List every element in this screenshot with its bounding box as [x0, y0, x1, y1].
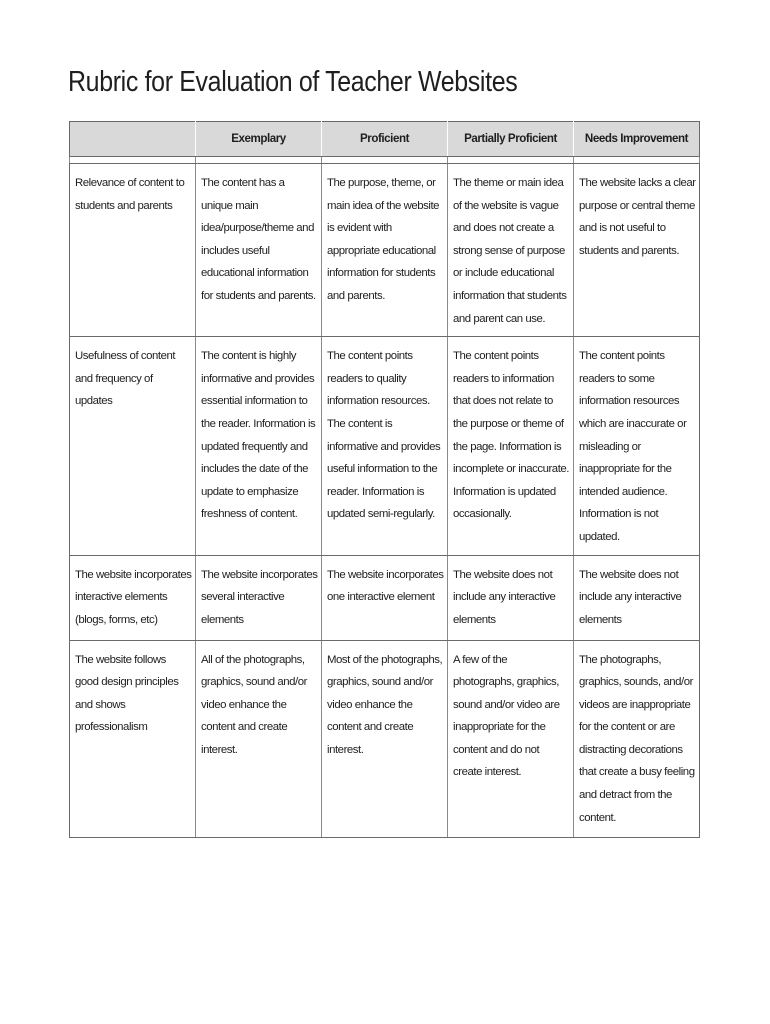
- needs-improvement-cell: The website does not include any interactive elements: [574, 555, 700, 640]
- table-row: [70, 555, 700, 640]
- exemplary-cell: The content is highly informative and provides essential information to the reader. Information is updated frequently and includes the date of the update to emphasize freshness of content.: [196, 337, 322, 555]
- header-criterion: [70, 122, 196, 157]
- exemplary-cell: The website incorporates several interactive elements: [196, 555, 322, 640]
- rubric-table: [69, 121, 700, 838]
- proficient-cell: Most of the photographs, graphics, sound and/or video enhance the content and create interest.: [322, 640, 448, 837]
- needs-improvement-cell: The content points readers to some information resources which are inaccurate or misleading or inappropriate for the intended audience. Information is not updated.: [574, 337, 700, 555]
- needs-improvement-cell: The website lacks a clear purpose or central theme and is not useful to students and parents.: [574, 164, 700, 337]
- spacer-cell: [196, 157, 322, 164]
- spacer-cell: [448, 157, 574, 164]
- criterion-cell: The website incorporates interactive elements (blogs, forms, etc): [70, 555, 196, 640]
- criterion-cell: The website follows good design principles and shows professionalism: [70, 640, 196, 837]
- proficient-cell: The content points readers to quality information resources. The content is informative and provides useful information to the reader. Information is updated semi-regularly.: [322, 337, 448, 555]
- spacer-cell: [574, 157, 700, 164]
- criterion-cell: Usefulness of content and frequency of updates: [70, 337, 196, 555]
- spacer-cell: [322, 157, 448, 164]
- criterion-cell: Relevance of content to students and parents: [70, 164, 196, 337]
- proficient-cell: The website incorporates one interactive element: [322, 555, 448, 640]
- header-exemplary: Exemplary: [196, 122, 322, 157]
- table-row: [70, 164, 700, 337]
- header-needs-improvement: Needs Improvement: [574, 122, 700, 157]
- header-spacer-row: [70, 157, 700, 164]
- table-row: [70, 337, 700, 555]
- exemplary-cell: The content has a unique main idea/purpose/theme and includes useful educational information for students and parents.: [196, 164, 322, 337]
- proficient-cell: The purpose, theme, or main idea of the website is evident with appropriate educational information for students and parents.: [322, 164, 448, 337]
- partially-proficient-cell: The website does not include any interactive elements: [448, 555, 574, 640]
- partially-proficient-cell: A few of the photographs, graphics, sound and/or video are inappropriate for the content and do not create interest.: [448, 640, 574, 837]
- needs-improvement-cell: The photographs, graphics, sounds, and/or videos are inappropriate for the content or are distracting decorations that create a busy feeling and detract from the content.: [574, 640, 700, 837]
- partially-proficient-cell: The theme or main idea of the website is vague and does not create a strong sense of purpose or include educational information that students and parent can use.: [448, 164, 574, 337]
- header-partially-proficient: Partially Proficient: [448, 122, 574, 157]
- header-row: [70, 122, 700, 157]
- page-title: Rubric for Evaluation of Teacher Websites: [68, 66, 518, 98]
- partially-proficient-cell: The content points readers to information that does not relate to the purpose or theme of the page. Information is incomplete or inaccurate. Information is updated occasionally.: [448, 337, 574, 555]
- spacer-cell: [70, 157, 196, 164]
- header-proficient: Proficient: [322, 122, 448, 157]
- table-row: [70, 640, 700, 837]
- exemplary-cell: All of the photographs, graphics, sound and/or video enhance the content and create interest.: [196, 640, 322, 837]
